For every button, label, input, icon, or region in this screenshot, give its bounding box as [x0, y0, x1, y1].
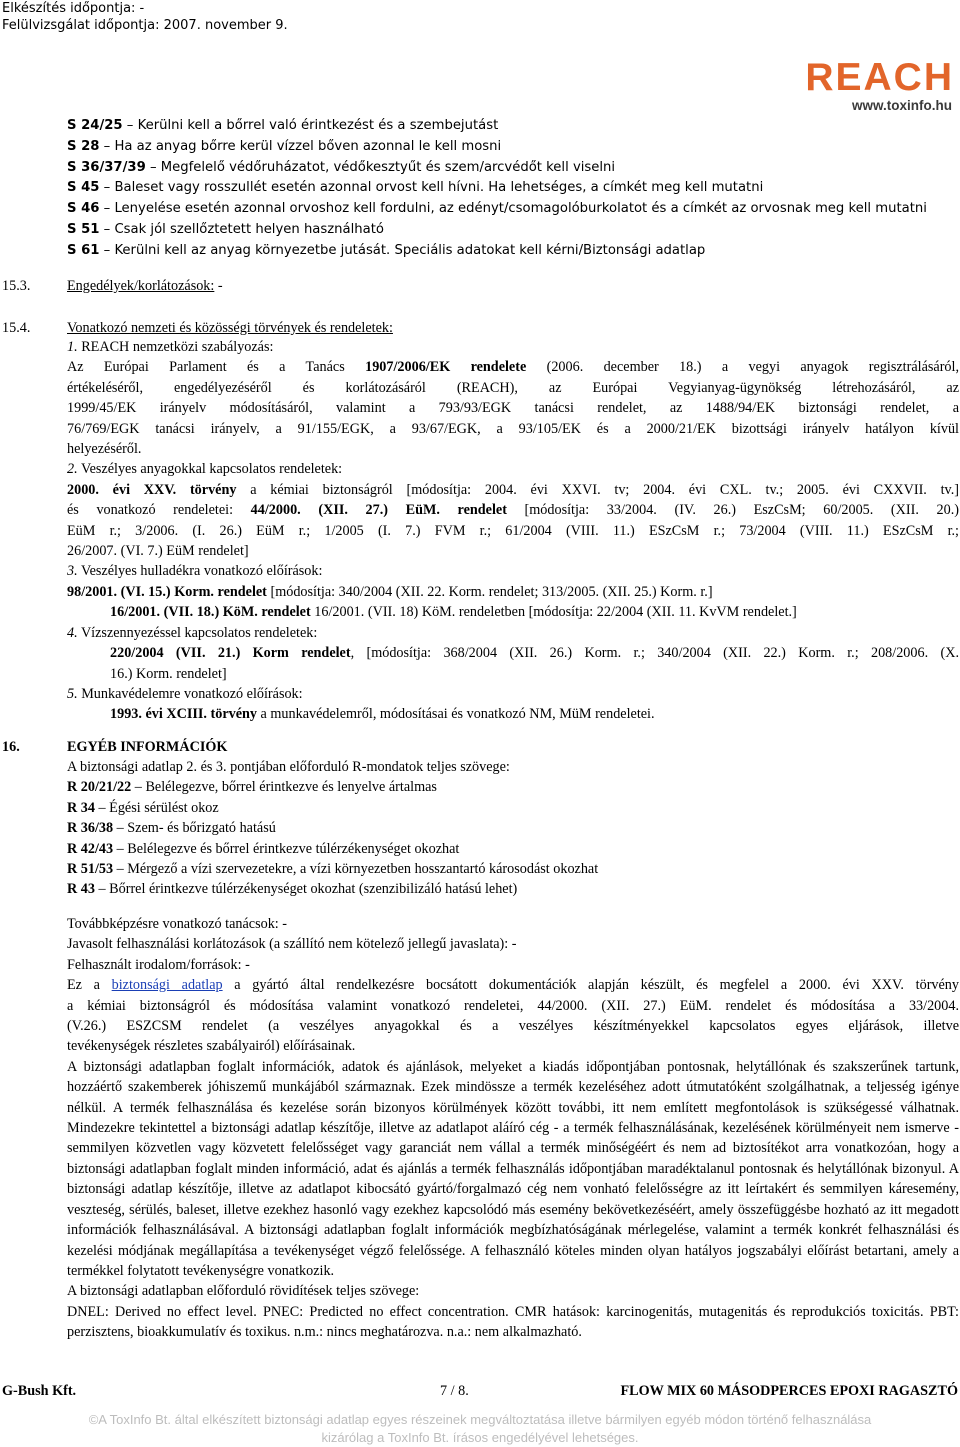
compliance-line: a kémiai biztonságról és módosítása valamint vonatkozó rendeletei, 44/2000. (XII. 27.) EüM. rendelet és módosítása a 33/2004. [67, 997, 959, 1014]
logo-word: REACH [805, 56, 954, 99]
s-phrase: S 28 – Ha az anyag bőrre kerül vízzel bőven azonnal le kell mosni [67, 138, 502, 154]
header-created-date: Elkészítés időpontja: - [2, 1, 145, 16]
item-4-line: 16.) Korm. rendelet] [110, 665, 227, 682]
s-phrase: S 46 – Lenyelése esetén azonnal orvoshoz kell fordulni, az edényt/csomagolóburkolatot és a címkét az orvosnak meg kell mutatni [67, 201, 927, 217]
item-2-title: 2. Veszélyes anyagokkal kapcsolatos rendeletek: [67, 461, 343, 478]
item-1-line: értékeléséről, engedélyezéséről és korlátozásáról (REACH), az Európai Vegyianyag-ügynökség létrehozásáról, az [67, 379, 959, 396]
item-5-title: 5. Munkavédelemre vonatkozó előírások: [67, 685, 303, 702]
r-phrase: R 43 – Bőrrel érintkezve túlérzékenységet okozhat (szenzibilizáló hatású lehet) [67, 881, 518, 898]
item-2-line: 2000. évi XXV. törvény a kémiai biztonságról [módosítja: 2004. évi XXVI. tv; 2004. évi CXL. tv.; 2005. évi CXXVII. tv.] [67, 481, 959, 498]
safety-datasheet-link[interactable]: biztonsági adatlap [111, 977, 223, 994]
training-note: Továbbképzésre vonatkozó tanácsok: - [67, 916, 288, 932]
s-phrase: S 36/37/39 – Megfelelő védőruházatot, védőkesztyűt és szem/arcvédőt kell viselni [67, 159, 616, 175]
item-1-title: 1. REACH nemzetközi szabályozás: [67, 339, 274, 355]
footer-product-name: FLOW MIX 60 MÁSODPERCES EPOXI RAGASZTÓ [620, 1383, 958, 1399]
section-15-4-number: 15.4. [2, 320, 31, 336]
item-1-line: 1999/45/EK irányelv módosításáról, valamint a 793/93/EGK tanácsi rendelet, az 1488/94/EK biztonsági rendelet, a [67, 400, 959, 417]
section-16-number: 16. [2, 739, 20, 755]
s-phrase: S 51 – Csak jól szellőztetett helyen használható [67, 221, 384, 237]
s-phrase-list [67, 116, 957, 262]
abbreviation-title: A biztonsági adatlapban előforduló rövidítések teljes szövege: [67, 1283, 420, 1300]
item-1-line: Az Európai Parlament és a Tanács 1907/2006/EK rendelete (2006. december 18.) a vegyi anyagok regisztrálásáról, [67, 359, 959, 376]
literature-note: Felhasznált irodalom/források: - [67, 956, 250, 973]
item-3-title: 3. Veszélyes hulladékra vonatkozó előírások: [67, 563, 323, 580]
restriction-note: Javasolt felhasználási korlátozások (a szállító nem kötelező jellegű javaslata): - [67, 936, 517, 953]
disclaimer-paragraph: A biztonsági adatlapban foglalt információk, adatok és ajánlások, melyeket a kiadás időpontjában pontosnak, helytállónak és szakszerűnek tartunk, hozzáértő szakemberek jóhiszemű munkájából származnak. Ezek mindössze a termék kezeléséhez adott útmutatóként szolgálhatnak, a teljesség igénye nélkül. A termék felhasználása és kezelése során bizonyos körülmények között további, itt nem említett megfontolások is szükségessé válhatnak. Mindezekre tekintettel a biztonsági adatlap készítője, illetve az adatlapot aláíró cég - a termék felhasználásának, kezelésének körülményeit nem ismerve - semmilyen közvetlen vagy közvetett felelősséget vagy garanciát nem vállal a termék minőségéért és nem ad biztosítékot arra vonatkozóan, hogy a biztonsági adatlapban foglalt minden információ, adat és ajánlás a termék felhasználás időpontjában maradéktalanul pontosnak és helytállónak bizonyul. A biztonsági adatlap készítője, illetve az adatlapot kibocsátó gyártó/forgalmazó cég nem vonható felelősségre az itt leírtakért és semmilyen káresemény, veszteség, sérülés, baleset, illetve ezekhez hasonló vagy ezekhez kapcsolódó más esemény bekövetkezéséért, amely összefüggésbe hozható az itt megadott információk felhasználásával. A biztonsági adatlapban foglalt információk megbízhatóságának mérlegelése, valamint a termék konkrét felhasználási és kezelési módjának megállapítása a tevékenységet végző felelőssége. A felhasználó köteles minden olyan hatályos jogszabályi előírást betartani, amely a termékkel folytatott tevékenységre vonatkozik. [67, 1058, 959, 1279]
item-5-line: 1993. évi XCIII. törvény a munkavédelemről, módosításai és vonatkozó NM, MüM rendeletei. [110, 706, 655, 723]
section-16-notes [67, 914, 959, 1343]
r-phrase: R 51/53 – Mérgező a vízi szervezetekre, a vízi környezetben hosszantartó károsodást okozhat [67, 861, 599, 878]
item-3-line: 16/2001. (VII. 18.) KöM. rendelet 16/2001. (VII. 18) KöM. rendeletben [módosítja: 22/2004 (XII. 11. KvVM rendelet.] [110, 604, 797, 621]
compliance-line: tevékenységek részletes szabályairól) előírásainak. [67, 1038, 356, 1055]
section-15-4-title: Vonatkozó nemzeti és közösségi törvények és rendeletek: [67, 320, 393, 336]
section-16-body [67, 757, 959, 900]
s-phrase: S 45 – Baleset vagy rosszullét esetén azonnal orvost kell hívni. Ha lehetséges, a címkét meg kell mutatni [67, 180, 764, 196]
copyright-line-2: kizárólag a ToxInfo Bt. írásos engedélyével lehetséges. [321, 1430, 639, 1445]
copyright-line-1: ©A ToxInfo Bt. által elkészített biztonsági adatlap egyes részeinek megváltoztatása illetve bármilyen egyéb módon történő felhasználása [88, 1412, 872, 1427]
item-2-line: és vonatkozó rendeletei: 44/2000. (XII. 27.) EüM. rendelet [módosítja: 33/2004. (IV. 26.) EszCsM; 60/2005. (XII. 20.) [67, 502, 959, 519]
r-phrase-intro: A biztonsági adatlap 2. és 3. pontjában előforduló R-mondatok teljes szövege: [67, 759, 510, 775]
r-phrase: R 34 – Égési sérülést okoz [67, 799, 219, 816]
item-1-line: 76/769/EGK tanácsi irányelv, a 91/155/EGK, a 93/67/EGK, a 93/105/EK és a 2000/21/EK bizottsági irányelv hatályon kívül [67, 420, 959, 437]
section-15-3-number: 15.3. [2, 278, 31, 294]
abbreviation-list: DNEL: Derived no effect level. PNEC: Predicted no effect concentration. CMR hatások: karcinogenitás, mutagenitás és reprodukciós toxicitás. PBT: perzisztens, bioakkumulatív és toxikus. n.m.: nincs meghatározva. n.a.: nem alkalmazható. [67, 1303, 959, 1341]
item-4-title: 4. Vízszennyezéssel kapcsolatos rendeletek: [67, 624, 318, 641]
item-2-line: 26/2007. (VI. 7.) EüM rendelet] [67, 543, 249, 560]
item-1-line: helyezéséről. [67, 441, 142, 458]
item-4-line: 220/2004 (VII. 21.) Korm rendelet, [módosítja: 368/2004 (XII. 26.) Korm. r.; 340/2004 (XII. 22.) Korm. r.; 208/2006. (X. [110, 645, 959, 662]
item-3-line: 98/2001. (VI. 15.) Korm. rendelet [módosítja: 340/2004 (XII. 22. Korm. rendelet; 313/2005. (XII. 25.) Korm. r.] [67, 583, 713, 600]
reach-logo [764, 58, 954, 114]
compliance-line: (V.26.) ESZCSM rendelet (a veszélyes anyagokkal és a veszélyes készítményekkel kapcsolatos egyes eljárások, illetve [67, 1018, 959, 1035]
compliance-line: Ez a biztonsági adatlap a gyártó által rendelkezésre bocsátott dokumentációk alapján készült, és megfelel a 2000. évi XXV. törvény [67, 977, 959, 994]
logo-url: www.toxinfo.hu [852, 98, 952, 113]
footer-page-number: 7 / 8. [440, 1383, 469, 1399]
footer-company: G-Bush Kft. [2, 1383, 77, 1399]
s-phrase: S 61 – Kerülni kell az anyag környezetbe jutását. Speciális adatokat kell kérni/Biztonsági adatlap [67, 242, 706, 258]
r-phrase: R 20/21/22 – Belélegezve, bőrrel érintkezve és lenyelve ártalmas [67, 779, 437, 796]
section-15-4-body [67, 337, 959, 725]
r-phrase: R 36/38 – Szem- és bőrizgató hatású [67, 820, 276, 837]
section-16-title: EGYÉB INFORMÁCIÓK [67, 739, 228, 755]
header-revision-date: Felülvizsgálat időpontja: 2007. november 9. [2, 18, 288, 33]
s-phrase: S 24/25 – Kerülni kell a bőrrel való érintkezést és a szembejutást [67, 118, 499, 133]
r-phrase: R 42/43 – Belélegezve és bőrrel érintkezve túlérzékenységet okozhat [67, 840, 460, 857]
item-2-line: EüM r.; 3/2006. (I. 26.) EüM r.; 1/2005 (I. 7.) FVM r.; 61/2004 (VIII. 11.) ESzCsM r.; 73/2004 (VIII. 11.) ESzCsM r.; [67, 522, 959, 539]
section-15-3-title: Engedélyek/korlátozások: - [67, 278, 223, 294]
